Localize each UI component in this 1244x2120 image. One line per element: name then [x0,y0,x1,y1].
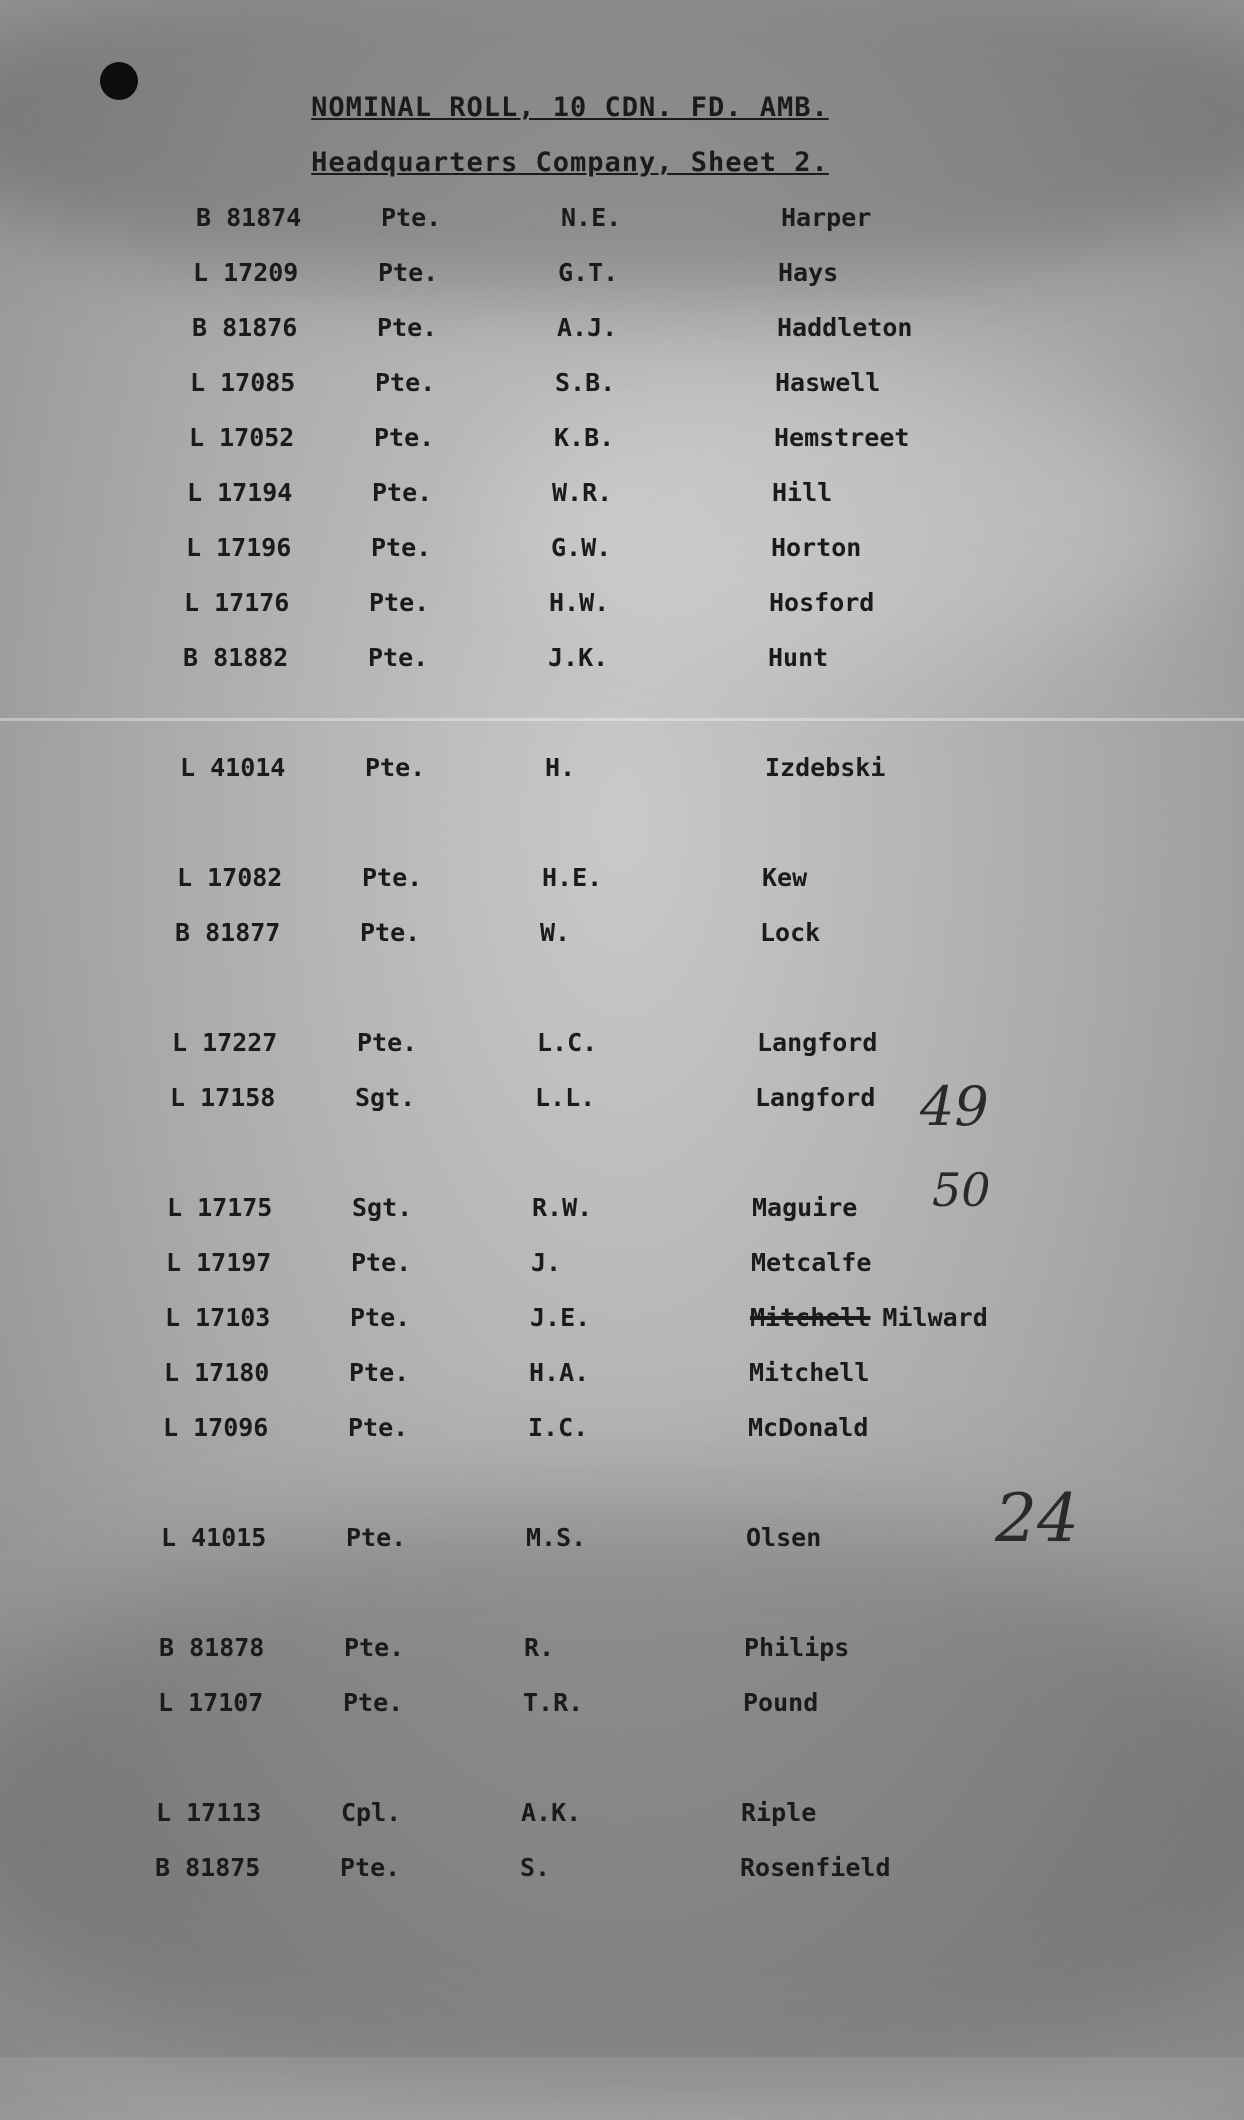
service-number: L 17103 [165,1303,271,1332]
service-number: L 17096 [163,1413,269,1442]
service-number: B 81878 [159,1633,265,1662]
initials: H.E. [542,863,603,892]
surname: Hill [772,478,833,507]
initials: I.C. [528,1413,589,1442]
rank: Cpl. [341,1798,402,1827]
service-number: B 81875 [155,1853,261,1882]
rank: Pte. [362,863,423,892]
handwritten-note: 24 [995,1480,1079,1557]
initials: A.J. [557,313,618,342]
surname: Langford [757,1028,878,1057]
rank: Pte. [349,1358,410,1387]
initials: L.L. [535,1083,596,1112]
rank: Pte. [378,258,439,287]
service-number: L 17052 [189,423,295,452]
initials: J.E. [530,1303,591,1332]
initials: H. [545,753,576,782]
surname: Hosford [769,588,875,617]
surname: Izdebski [765,753,886,782]
rank: Sgt. [352,1193,413,1222]
surname: Philips [744,1633,850,1662]
rank: Pte. [340,1853,401,1882]
surname: Hemstreet [774,423,910,452]
service-number: L 41014 [180,753,286,782]
service-number: L 17209 [193,258,299,287]
surname: Metcalfe [751,1248,872,1277]
rank: Pte. [351,1248,412,1277]
initials: J.K. [548,643,609,672]
surname: Hays [778,258,839,287]
rank: Sgt. [355,1083,416,1112]
rank: Pte. [346,1523,407,1552]
handwritten-note: 49 [920,1075,989,1138]
service-number: B 81874 [196,203,302,232]
service-number: B 81882 [183,643,289,672]
rank: Pte. [372,478,433,507]
service-number: L 17180 [164,1358,270,1387]
initials: G.T. [558,258,619,287]
surname: Pound [743,1688,819,1717]
handwritten-note: 50 [932,1163,991,1217]
initials: M.S. [526,1523,587,1552]
surname-corrected [750,1303,988,1332]
surname: Haswell [775,368,881,397]
service-number: L 17196 [186,533,292,562]
initials: S.B. [555,368,616,397]
service-number: L 17107 [158,1688,264,1717]
initials: S. [520,1853,551,1882]
rank: Pte. [381,203,442,232]
rank: Pte. [365,753,426,782]
surname: Riple [741,1798,817,1827]
service-number: L 17176 [184,588,290,617]
initials: K.B. [554,423,615,452]
service-number: L 17082 [177,863,283,892]
service-number: L 17175 [167,1193,273,1222]
initials: N.E. [561,203,622,232]
surname: Kew [762,863,808,892]
rank: Pte. [375,368,436,397]
initials: R.W. [532,1193,593,1222]
surname: Lock [760,918,821,947]
surname: Mitchell [749,1358,870,1387]
initials: G.W. [551,533,612,562]
rank: Pte. [360,918,421,947]
struck-surname: Mitchell [750,1303,871,1332]
service-number: L 17085 [190,368,296,397]
initials: H.A. [529,1358,590,1387]
surname: Langford [755,1083,876,1112]
initials: L.C. [537,1028,598,1057]
rank: Pte. [343,1688,404,1717]
initials: R. [524,1633,555,1662]
service-number: L 17194 [187,478,293,507]
initials: J. [531,1248,562,1277]
rank: Pte. [344,1633,405,1662]
surname: Hunt [768,643,829,672]
rank: Pte. [377,313,438,342]
rank: Pte. [368,643,429,672]
surname: Harper [781,203,872,232]
surname: Haddleton [777,313,913,342]
initials: W.R. [552,478,613,507]
service-number: L 17158 [170,1083,276,1112]
page-title: NOMINAL ROLL, 10 CDN. FD. AMB. [311,92,829,123]
surname: Rosenfield [740,1853,891,1882]
surname: Maguire [752,1193,858,1222]
initials: W. [540,918,571,947]
initials: H.W. [549,588,610,617]
rank: Pte. [357,1028,418,1057]
service-number: L 41015 [161,1523,267,1552]
surname: McDonald [748,1413,869,1442]
page-subtitle: Headquarters Company, Sheet 2. [311,147,829,178]
rank: Pte. [374,423,435,452]
rank: Pte. [369,588,430,617]
rank: Pte. [350,1303,411,1332]
service-number: L 17227 [172,1028,278,1057]
surname: Olsen [746,1523,822,1552]
service-number: L 17197 [166,1248,272,1277]
service-number: L 17113 [156,1798,262,1827]
rank: Pte. [348,1413,409,1442]
surname: Milward [882,1303,988,1332]
surname: Horton [771,533,862,562]
initials: A.K. [521,1798,582,1827]
initials: T.R. [523,1688,584,1717]
rank: Pte. [371,533,432,562]
service-number: B 81877 [175,918,281,947]
service-number: B 81876 [192,313,298,342]
